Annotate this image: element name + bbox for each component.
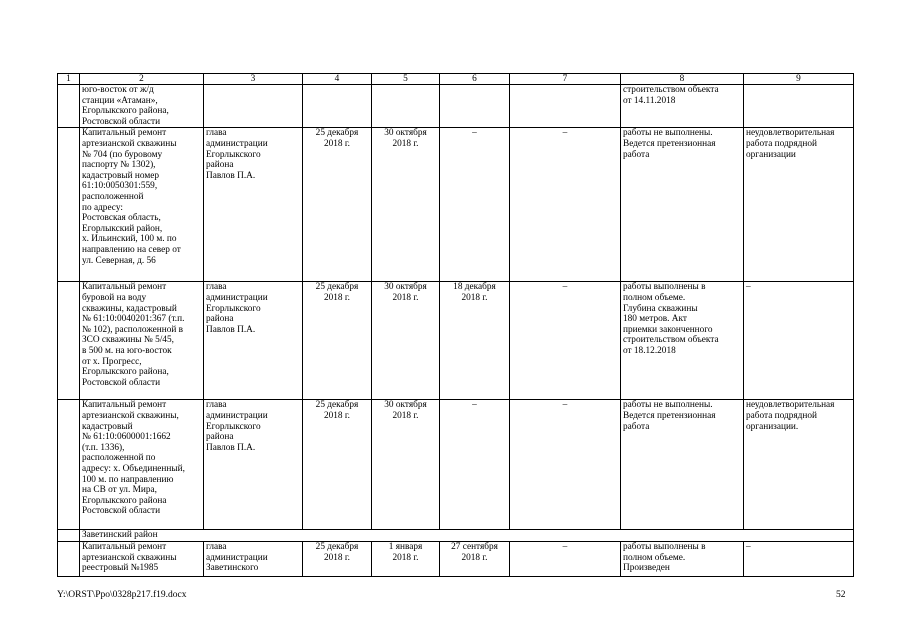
- cell-status: работы не выполнены. Ведется претензионная работа: [621, 128, 744, 282]
- cell-date-planned: 25 декабря 2018 г.: [303, 541, 372, 576]
- cell-date-actual: –: [440, 400, 510, 530]
- cell-num: [58, 400, 80, 530]
- col-header-2: 2: [80, 74, 204, 85]
- cell-object: юго-восток от ж/д станции «Атаман», Егорлыкского района, Ростовской области: [80, 85, 204, 128]
- header-row: [58, 74, 854, 85]
- cell-date-contract: 1 января 2018 г.: [372, 541, 440, 576]
- cell-num: [58, 541, 80, 576]
- cell-col7: –: [510, 128, 621, 282]
- cell-responsible: [204, 85, 303, 128]
- col-header-8: 8: [621, 74, 744, 85]
- col-header-3: 3: [204, 74, 303, 85]
- cell-reason: неудовлетворительная работа подрядной организации.: [744, 400, 854, 530]
- cell-reason: –: [744, 541, 854, 576]
- section-label: Заветинский район: [80, 530, 854, 542]
- cell-date-planned: 25 декабря 2018 г.: [303, 400, 372, 530]
- cell-status: работы выполнены в полном объеме. Произведен: [621, 541, 744, 576]
- table-row: [58, 282, 854, 400]
- cell-date-actual: 27 сентября 2018 г.: [440, 541, 510, 576]
- col-header-9: 9: [744, 74, 854, 85]
- table-row: [58, 128, 854, 282]
- cell-responsible: глава администрации Заветинского: [204, 541, 303, 576]
- cell-responsible: глава администрации Егорлыкского района Павлов П.А.: [204, 282, 303, 400]
- cell-date-contract: [372, 85, 440, 128]
- col-header-7: 7: [510, 74, 621, 85]
- section-row: [58, 530, 854, 542]
- cell-object: Капитальный ремонт буровой на воду скважины, кадастровый № 61:10:0040201:367 (т.п. № 102), расположенной в ЗСО скважины № 5/45, в 500 м. на юго-восток от х. Прогресс, Егорлыкского района, Ростовской области: [80, 282, 204, 400]
- col-header-6: 6: [440, 74, 510, 85]
- cell-date-actual: 18 декабря 2018 г.: [440, 282, 510, 400]
- cell-reason: [744, 85, 854, 128]
- cell-object: Капитальный ремонт артезианской скважины, кадастровый № 61:10:0600001:1662 (т.п. 1336), расположенной по адресу: х. Объединенный, 100 м. по направлению на СВ от ул. Мира, Егорлыкского района Ростовской области: [80, 400, 204, 530]
- cell-col7: –: [510, 541, 621, 576]
- cell-num: [58, 530, 80, 542]
- cell-date-planned: [303, 85, 372, 128]
- col-header-1: 1: [58, 74, 80, 85]
- col-header-4: 4: [303, 74, 372, 85]
- cell-responsible: глава администрации Егорлыкского района Павлов П.А.: [204, 400, 303, 530]
- footer-file-path: Y:\ORST\Ppo\0328p217.f19.docx: [57, 590, 187, 600]
- cell-reason: –: [744, 282, 854, 400]
- page-number: 52: [836, 590, 846, 600]
- cell-date-contract: 30 октября 2018 г.: [372, 400, 440, 530]
- col-header-5: 5: [372, 74, 440, 85]
- cell-col7: –: [510, 282, 621, 400]
- cell-responsible: глава администрации Егорлыкского района Павлов П.А.: [204, 128, 303, 282]
- cell-status: работы не выполнены. Ведется претензионная работа: [621, 400, 744, 530]
- cell-date-actual: –: [440, 128, 510, 282]
- cell-date-planned: 25 декабря 2018 г.: [303, 282, 372, 400]
- table-row: [58, 541, 854, 576]
- cell-num: [58, 282, 80, 400]
- cell-date-actual: [440, 85, 510, 128]
- cell-status: работы выполнены в полном объеме. Глубина скважины 180 метров. Акт приемки законченного строительством объекта от 18.12.2018: [621, 282, 744, 400]
- cell-date-contract: 30 октября 2018 г.: [372, 128, 440, 282]
- cell-num: [58, 85, 80, 128]
- cell-num: [58, 128, 80, 282]
- cell-object: Капитальный ремонт артезианской скважины реестровый №1985: [80, 541, 204, 576]
- cell-date-contract: 30 октября 2018 г.: [372, 282, 440, 400]
- table-row: [58, 400, 854, 530]
- cell-col7: [510, 85, 621, 128]
- cell-status: строительством объекта от 14.11.2018: [621, 85, 744, 128]
- cell-object: Капитальный ремонт артезианской скважины № 704 (по буровому паспорту № 1302), кадастровый номер 61:10:0050301:559, расположенной по адресу: Ростовская область, Егорлыкский район, х. Ильинский, 100 м. по направлению на север от ул. Северная, д. 56: [80, 128, 204, 282]
- cell-reason: неудовлетворительная работа подрядной организации: [744, 128, 854, 282]
- cell-date-planned: 25 декабря 2018 г.: [303, 128, 372, 282]
- cell-col7: –: [510, 400, 621, 530]
- table-row: [58, 85, 854, 128]
- report-table: [57, 73, 854, 577]
